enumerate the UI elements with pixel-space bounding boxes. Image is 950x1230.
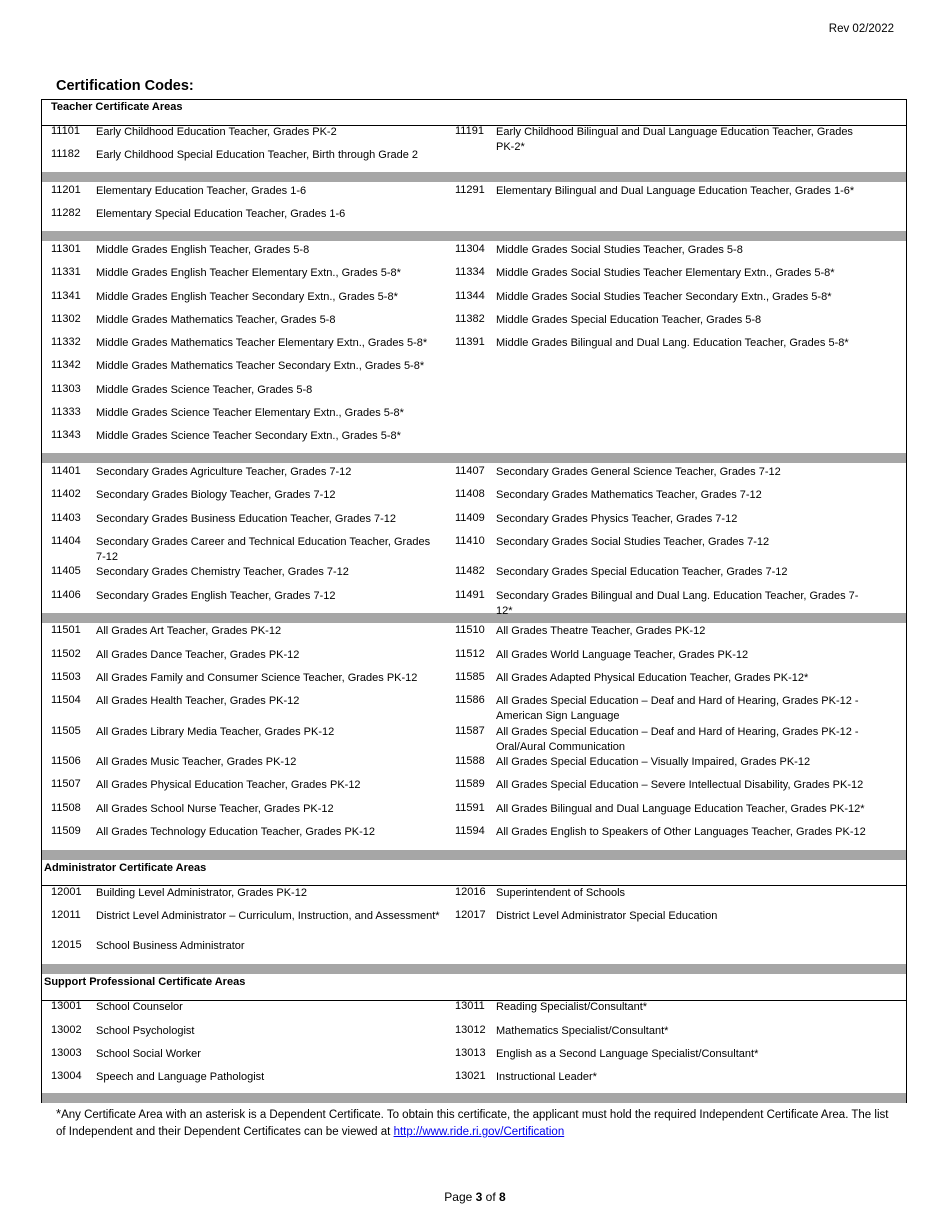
certificate-code: 11510 <box>455 624 485 636</box>
certificate-code: 11342 <box>51 359 81 371</box>
certificate-title: All Grades Adapted Physical Education Teacher, Grades PK-12* <box>496 672 809 684</box>
certificate-title: Middle Grades Science Teacher Secondary Extn., Grades 5-8* <box>96 430 401 442</box>
asterisk-mark: * <box>56 1106 62 1121</box>
certification-link[interactable]: http://www.ride.ri.gov/Certification <box>393 1126 565 1138</box>
certificate-code: 11403 <box>51 512 81 524</box>
certificate-code: 11594 <box>455 825 485 837</box>
certificate-code: 11491 <box>455 589 485 601</box>
certificate-code: 11302 <box>51 313 81 325</box>
page-number: Page 3 of 8 <box>444 1190 506 1204</box>
certificate-code: 11588 <box>455 755 485 767</box>
certificate-title: Secondary Grades Social Studies Teacher, Grades 7-12 <box>496 536 770 548</box>
certificate-title: Instructional Leader* <box>496 1071 597 1083</box>
certificate-code: 13012 <box>455 1024 486 1036</box>
certificate-code: 11505 <box>51 725 81 737</box>
certificate-code: 11589 <box>455 778 485 790</box>
certificate-code: 11504 <box>51 694 81 706</box>
certificate-code: 11507 <box>51 778 81 790</box>
certificate-code: 12015 <box>51 939 82 951</box>
section-header-support: Support Professional Certificate Areas <box>42 974 906 1001</box>
certificate-title: School Counselor <box>96 1001 183 1013</box>
certificate-title: Early Childhood Bilingual and Dual Language Education Teacher, Grades PK-2* <box>496 126 853 153</box>
certificate-code: 12016 <box>455 886 486 898</box>
certificate-title: Secondary Grades English Teacher, Grades 7-12 <box>96 590 336 602</box>
certificate-title: Middle Grades English Teacher, Grades 5-8 <box>96 244 310 256</box>
section-separator <box>42 172 906 182</box>
certificate-code: 13003 <box>51 1047 82 1059</box>
certificate-title: All Grades Dance Teacher, Grades PK-12 <box>96 649 300 661</box>
certificate-code: 11303 <box>51 383 81 395</box>
certificate-title: All Grades Special Education – Deaf and Hard of Hearing, Grades PK-12 - Oral/Aural Communication <box>496 726 859 753</box>
certificate-code: 11331 <box>51 266 81 278</box>
certificate-title: District Level Administrator Special Education <box>496 910 718 922</box>
certificate-title: Middle Grades Mathematics Teacher Elementary Extn., Grades 5-8* <box>96 337 428 349</box>
certificate-code: 11341 <box>51 290 81 302</box>
certificate-title: English as a Second Language Specialist/Consultant* <box>496 1048 759 1060</box>
certificate-code: 11509 <box>51 825 81 837</box>
certificate-title: Elementary Bilingual and Dual Language Education Teacher, Grades 1-6* <box>496 185 855 197</box>
certificate-code: 13004 <box>51 1070 82 1082</box>
certificate-code: 11503 <box>51 671 81 683</box>
certificate-title: All Grades Family and Consumer Science Teacher, Grades PK-12 <box>96 672 418 684</box>
certificate-code: 11407 <box>455 465 485 477</box>
certificate-code: 11182 <box>51 148 80 160</box>
certificate-code: 12001 <box>51 886 82 898</box>
certificate-code: 11586 <box>455 694 485 706</box>
certificate-code: 11409 <box>455 512 485 524</box>
certificate-title: Middle Grades English Teacher Elementary Extn., Grades 5-8* <box>96 267 401 279</box>
certificate-title: All Grades English to Speakers of Other Languages Teacher, Grades PK-12 <box>496 826 866 838</box>
certificate-code: 11334 <box>455 266 485 278</box>
footnote <box>56 1105 894 1141</box>
certificate-code: 13011 <box>455 1000 485 1012</box>
certificate-code: 11482 <box>455 565 485 577</box>
certificate-title: All Grades Special Education – Severe Intellectual Disability, Grades PK-12 <box>496 779 864 791</box>
certificate-title: Middle Grades Social Studies Teacher, Grades 5-8 <box>496 244 743 256</box>
certificate-title: Elementary Education Teacher, Grades 1-6 <box>96 185 307 197</box>
section-separator <box>42 850 906 860</box>
certificate-title: School Social Worker <box>96 1048 201 1060</box>
certificate-title: All Grades Physical Education Teacher, Grades PK-12 <box>96 779 361 791</box>
certificate-code: 11344 <box>455 290 485 302</box>
certificate-code: 11501 <box>51 624 81 636</box>
section-separator <box>42 964 906 974</box>
certificate-code: 11406 <box>51 589 81 601</box>
certificate-code: 11291 <box>455 184 485 196</box>
certificate-code: 11191 <box>455 125 484 137</box>
certificate-title: Superintendent of Schools <box>496 887 626 899</box>
certificate-code: 13002 <box>51 1024 82 1036</box>
certificate-code: 11410 <box>455 535 485 547</box>
certificate-code: 11402 <box>51 488 81 500</box>
certificate-code: 11301 <box>51 243 81 255</box>
certificate-title: Secondary Grades Special Education Teacher, Grades 7-12 <box>496 566 788 578</box>
certificate-title: Middle Grades Special Education Teacher, Grades 5-8 <box>496 314 762 326</box>
certificate-code: 13021 <box>455 1070 486 1082</box>
certificate-title: Secondary Grades Chemistry Teacher, Grades 7-12 <box>96 566 349 578</box>
certificate-code: 12011 <box>51 909 81 921</box>
certificate-code: 11404 <box>51 535 81 547</box>
revision-label: Rev 02/2022 <box>828 23 894 35</box>
certificate-title: Mathematics Specialist/Consultant* <box>496 1025 669 1037</box>
certificate-title: Middle Grades Social Studies Teacher Secondary Extn., Grades 5-8* <box>496 291 832 303</box>
certificate-title: All Grades Theatre Teacher, Grades PK-12 <box>496 625 706 637</box>
certificate-code: 11101 <box>51 125 80 137</box>
certificate-title: All Grades Music Teacher, Grades PK-12 <box>96 756 297 768</box>
certificate-code: 11343 <box>51 429 81 441</box>
certificate-title: Early Childhood Education Teacher, Grades PK-2 <box>96 126 337 138</box>
certificate-title: All Grades Bilingual and Dual Language Education Teacher, Grades PK-12* <box>496 803 865 815</box>
certificate-title: All Grades Special Education – Visually Impaired, Grades PK-12 <box>496 756 811 768</box>
certificate-title: Middle Grades Science Teacher, Grades 5-8 <box>96 384 313 396</box>
certificate-code: 11508 <box>51 802 81 814</box>
certificate-title: All Grades World Language Teacher, Grades PK-12 <box>496 649 749 661</box>
certificate-title: Building Level Administrator, Grades PK-12 <box>96 887 307 899</box>
certificate-code: 11201 <box>51 184 81 196</box>
certificate-title: Middle Grades Mathematics Teacher, Grades 5-8 <box>96 314 336 326</box>
certificate-title: Reading Specialist/Consultant* <box>496 1001 648 1013</box>
certificate-code: 11585 <box>455 671 485 683</box>
certificate-code: 11502 <box>51 648 81 660</box>
certificate-code: 13001 <box>51 1000 82 1012</box>
section-separator <box>42 231 906 241</box>
footnote-text: Any Certificate Area with an asterisk is a Dependent Certificate. To obtain this certificate, the applicant must hold the required Independent Certificate Area. The list of Independent and their Dependent Certificates can be viewed at <box>56 1109 889 1138</box>
certificate-title: Secondary Grades General Science Teacher, Grades 7-12 <box>496 466 781 478</box>
certificate-title: Secondary Grades Mathematics Teacher, Grades 7-12 <box>496 489 762 501</box>
certificate-title: All Grades Technology Education Teacher, Grades PK-12 <box>96 826 376 838</box>
certificate-code: 11332 <box>51 336 81 348</box>
certificate-code: 11333 <box>51 406 81 418</box>
certificate-title: All Grades School Nurse Teacher, Grades PK-12 <box>96 803 334 815</box>
page-title: Certification Codes: <box>56 78 194 94</box>
certificate-code: 11506 <box>51 755 81 767</box>
certificate-title: Middle Grades Science Teacher Elementary Extn., Grades 5-8* <box>96 407 404 419</box>
section-header-administrator: Administrator Certificate Areas <box>42 860 906 886</box>
certificate-code: 11408 <box>455 488 485 500</box>
certificate-title: District Level Administrator – Curriculum, Instruction, and Assessment* <box>96 910 440 922</box>
certificate-code: 11587 <box>455 725 485 737</box>
certificate-title: All Grades Library Media Teacher, Grades PK-12 <box>96 726 335 738</box>
certificate-code: 11282 <box>51 207 81 219</box>
certificate-title: All Grades Art Teacher, Grades PK-12 <box>96 625 282 637</box>
certificate-code: 11512 <box>455 648 485 660</box>
certificate-title: Middle Grades Bilingual and Dual Lang. Education Teacher, Grades 5-8* <box>496 337 849 349</box>
section-separator <box>42 1093 906 1103</box>
certificate-title: Secondary Grades Bilingual and Dual Lang. Education Teacher, Grades 7-12* <box>496 590 859 617</box>
certificate-title: School Business Administrator <box>96 940 245 952</box>
certificate-title: Secondary Grades Biology Teacher, Grades 7-12 <box>96 489 336 501</box>
certificate-title: All Grades Health Teacher, Grades PK-12 <box>96 695 300 707</box>
certificate-title: School Psychologist <box>96 1025 195 1037</box>
section-separator <box>42 453 906 463</box>
certificate-code: 12017 <box>455 909 486 921</box>
certificate-title: Middle Grades English Teacher Secondary Extn., Grades 5-8* <box>96 291 398 303</box>
certificate-title: Secondary Grades Business Education Teacher, Grades 7-12 <box>96 513 397 525</box>
certification-table <box>41 99 907 1103</box>
certificate-code: 11405 <box>51 565 81 577</box>
certificate-title: Secondary Grades Agriculture Teacher, Grades 7-12 <box>96 466 352 478</box>
certificate-title: Secondary Grades Physics Teacher, Grades 7-12 <box>496 513 738 525</box>
certificate-code: 13013 <box>455 1047 486 1059</box>
certificate-code: 11401 <box>51 465 81 477</box>
certificate-title: Speech and Language Pathologist <box>96 1071 265 1083</box>
certificate-title: Early Childhood Special Education Teacher, Birth through Grade 2 <box>96 149 419 161</box>
certificate-code: 11304 <box>455 243 485 255</box>
certificate-title: Elementary Special Education Teacher, Grades 1-6 <box>96 208 346 220</box>
section-header-teacher: Teacher Certificate Areas <box>42 100 906 126</box>
certificate-title: Middle Grades Mathematics Teacher Secondary Extn., Grades 5-8* <box>96 360 425 372</box>
certificate-code: 11391 <box>455 336 485 348</box>
certificate-title: Middle Grades Social Studies Teacher Elementary Extn., Grades 5-8* <box>496 267 835 279</box>
certificate-title: Secondary Grades Career and Technical Education Teacher, Grades 7-12 <box>96 536 431 563</box>
certificate-title: All Grades Special Education – Deaf and Hard of Hearing, Grades PK-12 - American Sign Language <box>496 695 859 722</box>
certificate-code: 11591 <box>455 802 485 814</box>
certificate-code: 11382 <box>455 313 485 325</box>
